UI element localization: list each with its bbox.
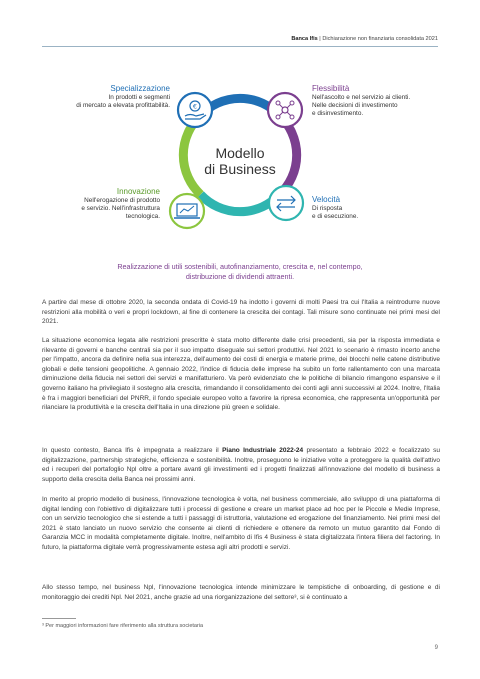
page-number: 9: [434, 645, 438, 651]
diagram-caption: [96, 262, 384, 281]
footnote-divider: [42, 618, 76, 619]
business-model-diagram: [0, 55, 480, 255]
innovazione-line-3: tecnologica.: [125, 213, 160, 221]
arrows-exchange-icon: [269, 186, 303, 220]
hand-euro-icon: [178, 93, 212, 127]
center-line-2: di Business: [204, 161, 276, 177]
label-specializzazione: [60, 84, 170, 110]
laptop-chart-icon: [170, 194, 204, 228]
label-flessibilita: [312, 84, 452, 119]
specializzazione-line-1: In prodotti e segmenti: [108, 94, 170, 101]
diagram-center-title: [190, 145, 290, 177]
velocita-line-2: e di esecuzione.: [312, 213, 359, 221]
label-velocita: [312, 195, 432, 221]
header-brand: Banca Ifis: [291, 36, 318, 42]
flessibilita-title: Flessibilità: [312, 84, 350, 93]
footnote: ³ Per maggiori informazioni fare riferimento alla struttura societaria: [42, 623, 204, 629]
piano-industriale-highlight: Piano Industriale 2022-24: [222, 447, 304, 454]
flessibilita-line-2: Nelle decisioni di investimento: [312, 102, 398, 110]
center-line-1: Modello: [215, 145, 265, 161]
header-divider: [42, 46, 438, 47]
label-innovazione: [40, 187, 160, 222]
paragraph-2: La situazione economica legata alle restrizioni prescritte è stata molto differente dalle crisi precedenti, sia per la risposta immediata e rilevante di governi e banche centrali sia per il suo impatto diseguale sui settori produttivi. Nel 2021 lo scenario è rimasto incerto anche per l'impatto, ancora da definire nella sua interezza, dell'aumento dei costi di energia e materie prime, dei blocchi nelle catene distributive globali e delle tensioni geopolitiche. A gennaio 2022, l'indice di fiducia delle imprese ha subito un forte rallentamento con una marcata diminuzione della fiducia nei settori dei servizi e manifatturiero. Va però evidenziato che le politiche di bilancio rimangono espansive e il governo italiano ha privilegiato il sostegno alla crescita, rimandando il consolidamento dei conti agli anni successivi al 2024. Inoltre, l'Italia è fra i maggiori beneficiari del PNRR, il fondo speciale europeo volto a favorire la ripresa economica, che rappresenta un'opportunità per rilanciare la produttività e la crescita dell'Italia in una direzione più green e solidale.: [42, 337, 440, 412]
specializzazione-line-2: di mercato a elevata profittabilità.: [76, 102, 170, 110]
ring-arc-bottom: [201, 195, 280, 212]
network-icon: [268, 93, 302, 127]
innovazione-line-1: Nell'erogazione di prodotto: [84, 197, 160, 204]
svg-text:€: €: [192, 102, 198, 111]
flessibilita-line-1: Nell'ascolto e nel servizio ai clienti.: [312, 94, 411, 101]
innovazione-line-2: e servizio. Nell'infrastruttura: [81, 205, 160, 213]
velocita-line-1: Di risposta: [312, 205, 343, 212]
paragraph-3-end: presentato a febbraio 2022 e focalizzato su digitalizzazione, partnership strategiche, efficienza e sostenibilità. Inoltre, proseguono le iniziative volte a proteggere la qualità dell'attivo ed i recuperi del portafoglio Npl oltre a portare avanti gli investimenti ed i progetti finalizzati all'innovazione del modello di business a supporto della crescita della Banca nei prossimi anni.: [42, 447, 440, 483]
paragraph-3-start: In questo contesto, Banca Ifis è impegnata a realizzare il: [42, 447, 223, 454]
header-separator: |: [317, 36, 323, 42]
paragraph-1: A partire dal mese di ottobre 2020, la seconda ondata di Covid-19 ha indotto i governi di molti Paesi tra cui l'Italia a reintrodurre nuove restrizioni alla mobilità o veri e propri lockdown, al fine di contenere la crescita dei contagi. Tali misure sono continuate nei primi mesi del 2021.: [42, 299, 440, 326]
header-title: Dichiarazione non finanziaria consolidata 2021: [322, 36, 438, 42]
innovazione-title: Innovazione: [116, 187, 160, 196]
paragraph-5: Allo stesso tempo, nel business Npl, l'innovazione tecnologica intende minimizzare le tempistiche di onboarding, di gestione e di monitoraggio dei crediti Npl. Nel 2021, anche grazie ad una riorganizzazione del settore³, si è continuato a: [42, 584, 440, 601]
caption-line-2: distribuzione di dividendi attraenti.: [185, 271, 295, 281]
page-header: [291, 36, 438, 42]
caption-line-1: Realizzazione di utili sostenibili, autofinanziamento, crescita e, nel contempo,: [117, 262, 363, 271]
velocita-title: Velocità: [312, 195, 341, 204]
paragraph-4: In merito al proprio modello di business, l'innovazione tecnologica è volta, nel business commerciale, allo sviluppo di una piattaforma di digital lending con l'obiettivo di digitalizzare tutti i processi di gestione e creare un market place ad hoc per le Piccole e Medie Imprese, con un servizio tecnologico che si estende a tutti i passaggi di istruttoria, valutazione ed erogazione del finanziamento. Nei primi mesi del 2021 è stato lanciato un nuovo servizio che consente ai clienti di richiedere e ottenere da remoto un mutuo garantito dal Fondo di Garanzia MCC in modalità completamente digitale. Inoltre, nell'ambito di Ifis 4 Business è stata digitalizzata l'intera filiera del factoring. In futuro, la piattaforma digitale verrà progressivamente estesa agli altri prodotti e servizi.: [42, 496, 440, 551]
flessibilita-line-3: e disinvestimento.: [312, 110, 364, 118]
paragraph-3: [42, 446, 440, 484]
specializzazione-title: Specializzazione: [110, 84, 170, 93]
